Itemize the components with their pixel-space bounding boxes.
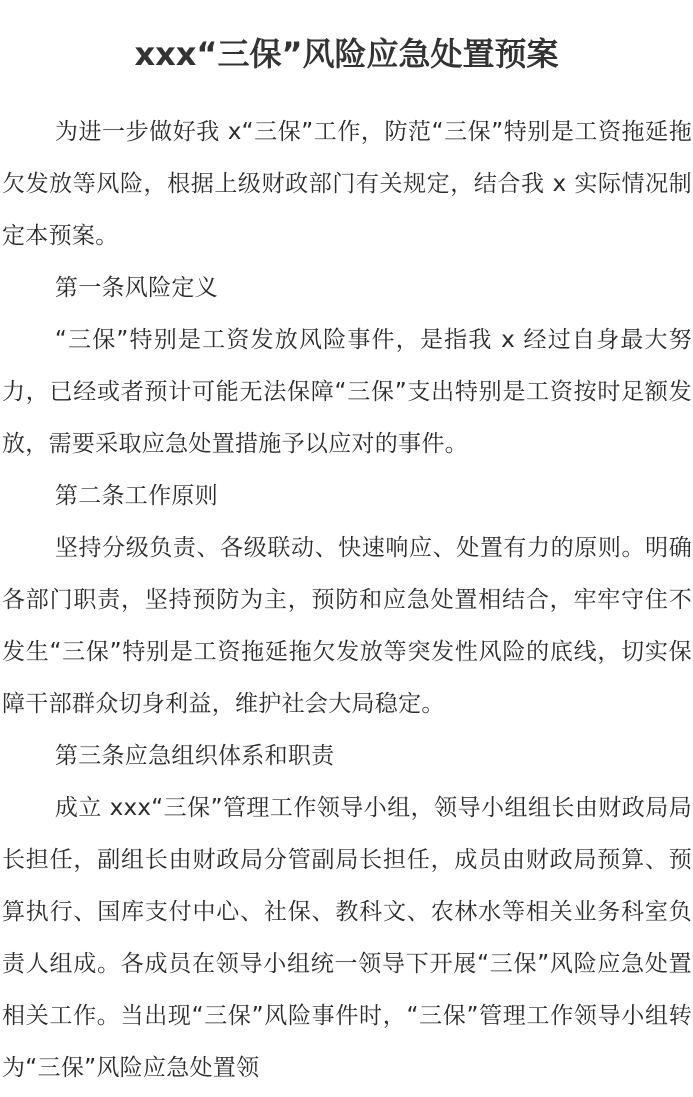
- article-2-paragraph: 坚持分级负责、各级联动、快速响应、处置有力的原则。明确各部门职责，坚持预防为主，预防和应急处置相结合，牢牢守住不发生“三保”特别是工资拖延拖欠发放等突发性风险的底线，切实保障干部群众切身利益，维护社会大局稳定。: [2, 535, 692, 717]
- document-body: [2, 106, 692, 1094]
- article-1-heading: 第一条风险定义: [54, 275, 218, 301]
- intro-paragraph: 为进一步做好我 x“三保”工作，防范“三保”特别是工资拖延拖欠发放等风险，根据上级财政部门有关规定，结合我 x 实际情况制定本预案。: [2, 119, 692, 249]
- article-2-heading: 第二条工作原则: [54, 483, 218, 509]
- article-3-paragraph: 成立 xxx“三保”管理工作领导小组，领导小组组长由财政局局长担任，副组长由财政局分管副局长担任，成员由财政局预算、预算执行、国库支付中心、社保、教科文、农林水等相关业务科室负责人组成。各成员在领导小组统一领导下开展“三保”风险应急处置相关工作。当出现“三保”风险事件时，“三保”管理工作领导小组转为“三保”风险应急处置领: [2, 795, 692, 1081]
- document-title: xxx“三保”风险应急处置预案: [134, 35, 559, 73]
- article-3-heading: 第三条应急组织体系和职责: [54, 743, 335, 769]
- article-1-paragraph: “三保”特别是工资发放风险事件，是指我 x 经过自身最大努力，已经或者预计可能无法保障“三保”支出特别是工资按时足额发放，需要采取应急处置措施予以应对的事件。: [2, 327, 692, 457]
